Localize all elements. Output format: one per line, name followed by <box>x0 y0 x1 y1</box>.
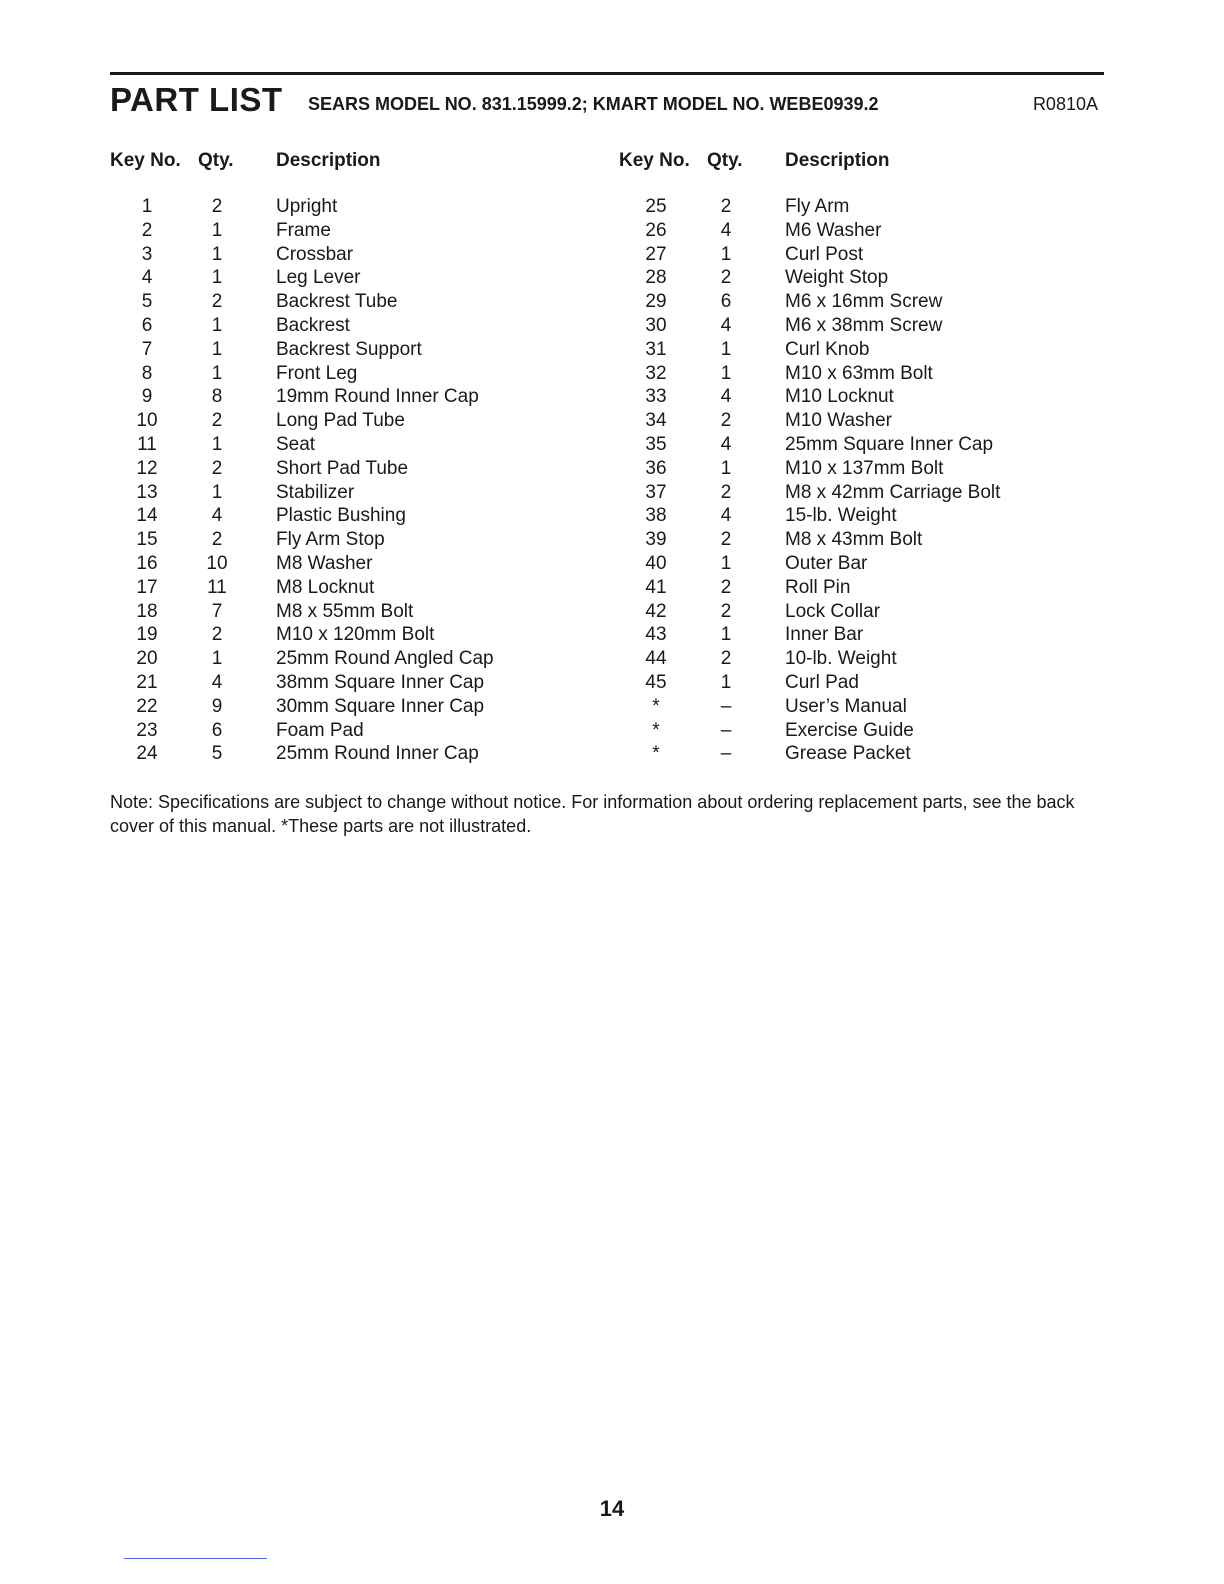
description-cell: 30mm Square Inner Cap <box>276 695 485 717</box>
description-cell: 25mm Square Inner Cap <box>785 433 994 455</box>
key-no-cell: 9 <box>141 386 153 408</box>
qty-cell: 10 <box>206 552 228 574</box>
table-row <box>110 243 570 267</box>
table-row <box>619 742 1079 766</box>
table-row <box>110 600 570 624</box>
header-description: Description <box>276 150 381 171</box>
description-cell: M8 Locknut <box>276 576 375 598</box>
header-description: Description <box>785 150 890 171</box>
key-no-cell: 44 <box>645 648 667 670</box>
qty-cell: 5 <box>211 743 223 765</box>
key-no-cell: 20 <box>136 648 158 670</box>
description-cell: Leg Lever <box>276 267 361 289</box>
table-row <box>619 314 1079 338</box>
header-key-no: Key No. <box>619 150 690 171</box>
table-row <box>110 195 570 219</box>
key-no-cell: * <box>652 743 660 765</box>
qty-cell: 2 <box>720 529 732 551</box>
table-row <box>110 671 570 695</box>
qty-cell: 9 <box>211 695 223 717</box>
qty-cell: 2 <box>720 648 732 670</box>
key-no-cell: 23 <box>136 719 158 741</box>
table-row <box>110 695 570 719</box>
description-cell: Stabilizer <box>276 481 355 503</box>
header-key-no: Key No. <box>110 150 181 171</box>
key-no-cell: 30 <box>645 314 667 336</box>
qty-cell: 2 <box>211 457 223 479</box>
description-cell: M10 x 63mm Bolt <box>785 362 933 384</box>
description-cell: Backrest Tube <box>276 291 398 313</box>
qty-cell: 2 <box>211 624 223 646</box>
key-no-cell: 28 <box>645 267 667 289</box>
table-row <box>619 481 1079 505</box>
key-no-cell: 29 <box>645 291 667 313</box>
key-no-cell: * <box>652 695 660 717</box>
rows-left <box>110 195 570 766</box>
page-number: 14 <box>599 1496 625 1521</box>
key-no-cell: 11 <box>137 433 157 455</box>
header-qty: Qty. <box>198 150 234 171</box>
key-no-cell: 35 <box>645 433 667 455</box>
table-row <box>110 552 570 576</box>
qty-cell: 1 <box>211 338 223 360</box>
description-cell: M8 x 55mm Bolt <box>276 600 414 622</box>
qty-cell: – <box>720 743 732 765</box>
key-no-cell: 4 <box>141 267 153 289</box>
key-no-cell: 6 <box>141 314 153 336</box>
qty-cell: 2 <box>720 196 732 217</box>
table-row <box>619 362 1079 386</box>
key-no-cell: 37 <box>645 481 667 503</box>
description-cell: Exercise Guide <box>785 719 914 741</box>
key-no-cell: 13 <box>136 481 158 503</box>
table-row <box>619 338 1079 362</box>
table-row <box>619 457 1079 481</box>
key-no-cell: 16 <box>136 552 158 574</box>
qty-cell: 1 <box>211 433 223 455</box>
key-no-cell: 39 <box>645 529 667 551</box>
qty-cell: 1 <box>211 267 223 289</box>
qty-cell: 6 <box>211 719 223 741</box>
key-no-cell: 21 <box>136 671 158 693</box>
table-row <box>619 433 1079 457</box>
qty-cell: 4 <box>211 671 223 693</box>
key-no-cell: 34 <box>645 410 667 432</box>
table-row <box>110 433 570 457</box>
qty-cell: 8 <box>211 386 223 408</box>
key-no-cell: 45 <box>645 671 667 693</box>
qty-cell: 4 <box>720 314 732 336</box>
table-row <box>619 219 1079 243</box>
description-cell: Foam Pad <box>276 719 364 741</box>
key-no-cell: 10 <box>136 410 158 432</box>
table-row <box>110 719 570 743</box>
key-no-cell: 17 <box>136 576 158 598</box>
table-row <box>619 409 1079 433</box>
header-qty: Qty. <box>707 150 743 171</box>
key-no-cell: 15 <box>136 529 158 551</box>
description-cell: Upright <box>276 196 338 217</box>
table-row <box>619 719 1079 743</box>
footer-line <box>124 1558 267 1559</box>
description-cell: 15-lb. Weight <box>785 505 897 527</box>
qty-cell: 1 <box>720 624 732 646</box>
description-cell: Inner Bar <box>785 624 864 646</box>
qty-cell: 1 <box>720 362 732 384</box>
description-cell: Fly Arm Stop <box>276 529 385 551</box>
page-title: PART LIST <box>110 81 283 118</box>
qty-cell: 2 <box>720 600 732 622</box>
table-row <box>110 623 570 647</box>
description-cell: Outer Bar <box>785 552 868 574</box>
key-no-cell: 24 <box>136 743 158 765</box>
key-no-cell: 22 <box>136 695 158 717</box>
qty-cell: 2 <box>211 196 223 217</box>
key-no-cell: 18 <box>136 600 158 622</box>
key-no-cell: 31 <box>645 338 667 360</box>
key-no-cell: 27 <box>645 243 667 265</box>
rows-right <box>619 195 1079 766</box>
key-no-cell: 43 <box>645 624 667 646</box>
qty-cell: 6 <box>720 291 732 313</box>
table-row <box>619 266 1079 290</box>
qty-cell: 4 <box>720 505 732 527</box>
table-row <box>619 528 1079 552</box>
qty-cell: 2 <box>211 529 223 551</box>
qty-cell: 1 <box>720 671 732 693</box>
table-row <box>110 528 570 552</box>
table-row <box>619 552 1079 576</box>
description-cell: M10 x 120mm Bolt <box>276 624 435 646</box>
key-no-cell: 38 <box>645 505 667 527</box>
qty-cell: 2 <box>211 291 223 313</box>
table-row <box>110 504 570 528</box>
description-cell: M8 Washer <box>276 552 373 574</box>
key-no-cell: 12 <box>136 457 158 479</box>
description-cell: 38mm Square Inner Cap <box>276 671 485 693</box>
table-row <box>110 742 570 766</box>
key-no-cell: 5 <box>141 291 153 313</box>
document-code: R0810A <box>1032 94 1098 114</box>
description-cell: Backrest <box>276 314 350 336</box>
description-cell: 25mm Round Inner Cap <box>276 743 479 765</box>
qty-cell: – <box>720 695 732 717</box>
table-row <box>619 695 1079 719</box>
key-no-cell: 1 <box>141 196 153 217</box>
description-cell: Lock Collar <box>785 600 881 622</box>
description-cell: Front Leg <box>276 362 358 384</box>
qty-cell: 1 <box>211 219 223 241</box>
table-row <box>619 576 1079 600</box>
table-row <box>619 647 1079 671</box>
key-no-cell: 41 <box>645 576 667 598</box>
key-no-cell: 26 <box>645 219 667 241</box>
qty-cell: 1 <box>720 338 732 360</box>
table-row <box>619 600 1079 624</box>
qty-cell: 1 <box>211 362 223 384</box>
table-row <box>110 362 570 386</box>
description-cell: Frame <box>276 219 331 241</box>
description-cell: 10-lb. Weight <box>785 648 897 670</box>
key-no-cell: 3 <box>141 243 153 265</box>
key-no-cell: 7 <box>141 338 153 360</box>
qty-cell: 4 <box>720 433 732 455</box>
qty-cell: 1 <box>720 552 732 574</box>
table-row <box>110 314 570 338</box>
description-cell: Curl Pad <box>785 671 859 693</box>
key-no-cell: 42 <box>645 600 667 622</box>
top-rule <box>110 72 1104 75</box>
description-cell: 25mm Round Angled Cap <box>276 648 494 670</box>
qty-cell: 2 <box>720 410 732 432</box>
description-cell: Long Pad Tube <box>276 410 405 432</box>
qty-cell: 4 <box>720 386 732 408</box>
table-row <box>619 671 1079 695</box>
description-cell: M6 Washer <box>785 219 882 241</box>
key-no-cell: 19 <box>136 624 158 646</box>
table-row <box>110 219 570 243</box>
qty-cell: 2 <box>720 267 732 289</box>
table-row <box>619 623 1079 647</box>
description-cell: User’s Manual <box>785 695 907 717</box>
key-no-cell: 14 <box>136 505 158 527</box>
table-row <box>619 290 1079 314</box>
table-row <box>110 647 570 671</box>
table-row <box>619 385 1079 409</box>
description-cell: Curl Knob <box>785 338 870 360</box>
description-cell: Fly Arm <box>785 196 850 217</box>
description-cell: 19mm Round Inner Cap <box>276 386 479 408</box>
description-cell: M6 x 16mm Screw <box>785 291 943 313</box>
qty-cell: 1 <box>720 243 732 265</box>
description-cell: Seat <box>276 433 316 455</box>
qty-cell: 1 <box>211 243 223 265</box>
table-row <box>619 504 1079 528</box>
table-row <box>110 409 570 433</box>
description-cell: M10 x 137mm Bolt <box>785 457 944 479</box>
qty-cell: 1 <box>211 314 223 336</box>
note-text: Note: Specifications are subject to change without notice. For information about ordering replacement parts, see the back cover of this manual. *These parts are not illustrated. <box>110 792 1075 836</box>
key-no-cell: 36 <box>645 457 667 479</box>
qty-cell: 1 <box>720 457 732 479</box>
description-cell: M6 x 38mm Screw <box>785 314 943 336</box>
key-no-cell: 32 <box>645 362 667 384</box>
key-no-cell: 8 <box>141 362 153 384</box>
qty-cell: 2 <box>211 410 223 432</box>
description-cell: Crossbar <box>276 243 354 265</box>
description-cell: Short Pad Tube <box>276 457 409 479</box>
description-cell: M10 Locknut <box>785 386 894 408</box>
table-row <box>110 457 570 481</box>
key-no-cell: 33 <box>645 386 667 408</box>
table-row <box>619 243 1079 267</box>
table-row <box>619 195 1079 219</box>
qty-cell: 2 <box>720 576 732 598</box>
description-cell: Curl Post <box>785 243 864 265</box>
table-row <box>110 385 570 409</box>
description-cell: Backrest Support <box>276 338 422 360</box>
table-row <box>110 338 570 362</box>
description-cell: Roll Pin <box>785 576 851 598</box>
table-row <box>110 481 570 505</box>
description-cell: Plastic Bushing <box>276 505 406 527</box>
qty-cell: – <box>720 719 732 741</box>
table-row <box>110 576 570 600</box>
qty-cell: 1 <box>211 481 223 503</box>
description-cell: Grease Packet <box>785 743 911 765</box>
table-row <box>110 290 570 314</box>
qty-cell: 7 <box>211 600 223 622</box>
description-cell: M10 Washer <box>785 410 892 432</box>
description-cell: M8 x 43mm Bolt <box>785 529 923 551</box>
key-no-cell: * <box>652 719 660 741</box>
model-numbers: SEARS MODEL NO. 831.15999.2; KMART MODEL NO. WEBE0939.2 <box>308 94 879 114</box>
key-no-cell: 2 <box>141 219 153 241</box>
key-no-cell: 40 <box>645 552 667 574</box>
qty-cell: 2 <box>720 481 732 503</box>
qty-cell: 4 <box>211 505 223 527</box>
qty-cell: 11 <box>207 576 227 598</box>
description-cell: M8 x 42mm Carriage Bolt <box>785 481 1001 503</box>
table-row <box>110 266 570 290</box>
key-no-cell: 25 <box>645 196 667 217</box>
qty-cell: 4 <box>720 219 732 241</box>
description-cell: Weight Stop <box>785 267 889 289</box>
qty-cell: 1 <box>211 648 223 670</box>
